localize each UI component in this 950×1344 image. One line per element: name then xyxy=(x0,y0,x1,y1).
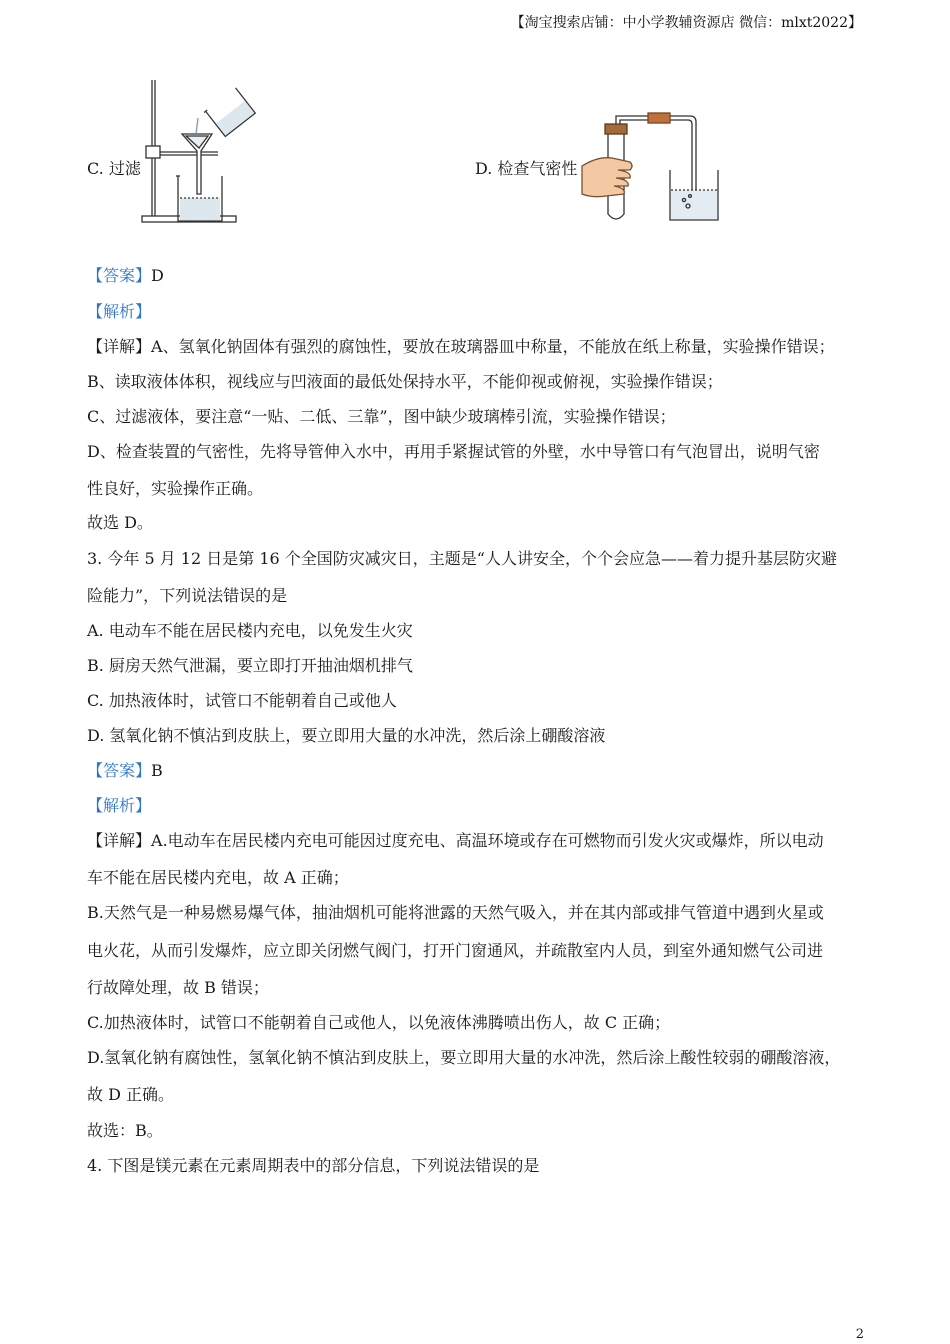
q3-detail-c: C.加热液体时，试管口不能朝着自己或他人，以免液体沸腾喷出伤人，故 C 正确； xyxy=(87,1013,671,1032)
q2-detail-a xyxy=(87,337,835,357)
q3-analysis-tag xyxy=(87,796,151,816)
q2-detail-d-line2: 性良好，实验操作正确。 xyxy=(87,479,264,498)
detail-text: A、氢氧化钠固体有强烈的腐蚀性，要放在玻璃器皿中称量，不能放在纸上称量，实验操作错误； xyxy=(151,337,835,356)
q3-answer-line xyxy=(87,761,163,781)
answer-tag: 【答案】 xyxy=(87,761,152,780)
answer-value: B xyxy=(151,761,163,780)
q3-option-b: B. 厨房天然气泄漏，要立即打开抽油烟机排气 xyxy=(87,656,413,675)
page-number: 2 xyxy=(855,1327,864,1342)
q3-detail-a-line2: 车不能在居民楼内充电，故 A 正确； xyxy=(87,868,349,887)
q3-detail-a-line1 xyxy=(87,831,824,851)
q3-option-c: C. 加热液体时，试管口不能朝着自己或他人 xyxy=(87,691,397,710)
airtightness-check-figure xyxy=(578,110,724,228)
answer-tag: 【答案】 xyxy=(87,266,152,285)
answer-value: D xyxy=(151,266,164,285)
q2-detail-b: B、读取液体体积，视线应与凹液面的最低处保持水平，不能仰视或俯视，实验操作错误； xyxy=(87,372,723,391)
q3-detail-b-line2: 电火花，从而引发爆炸，应立即关闭燃气阀门，打开门窗通风，并疏散室内人员，到室外通知燃气公司进 xyxy=(87,941,824,960)
q3-option-a: A. 电动车不能在居民楼内充电，以免发生火灾 xyxy=(87,621,413,640)
figure-row xyxy=(0,70,950,235)
q3-conclusion: 故选：B。 xyxy=(87,1121,163,1140)
q3-detail-d-line1: D.氢氧化钠有腐蚀性，氢氧化钠不慎沾到皮肤上，要立即用大量的水冲洗，然后涂上酸性较弱的硼酸溶液， xyxy=(87,1048,841,1067)
q3-detail-b-line3: 行故障处理，故 B 错误； xyxy=(87,978,269,997)
q3-detail-d-line2: 故 D 正确。 xyxy=(87,1085,175,1104)
analysis-tag: 【解析】 xyxy=(87,302,152,321)
option-c-label: C. 过滤 xyxy=(87,159,141,178)
detail-tag: 【详解】 xyxy=(87,831,152,850)
q3-detail-b-line1: B.天然气是一种易燃易爆气体，抽油烟机可能将泄露的天然气吸入，并在其内部或排气管道中遇到火星或 xyxy=(87,903,824,922)
filtration-apparatus-figure xyxy=(138,76,258,228)
detail-tag: 【详解】 xyxy=(87,337,152,356)
option-d-label: D. 检查气密性 xyxy=(475,159,578,178)
q4-stem: 4. 下图是镁元素在元素周期表中的部分信息，下列说法错误的是 xyxy=(87,1156,540,1175)
q2-conclusion: 故选 D。 xyxy=(87,513,153,532)
q2-analysis-tag xyxy=(87,302,151,322)
detail-text: A.电动车在居民楼内充电可能因过度充电、高温环境或存在可燃物而引发火灾或爆炸，所以电动 xyxy=(151,831,824,850)
q3-stem-line2: 险能力”，下列说法错误的是 xyxy=(87,586,288,605)
analysis-tag: 【解析】 xyxy=(87,796,152,815)
q2-answer-line xyxy=(87,266,164,286)
q2-detail-d-line1: D、检查装置的气密性，先将导管伸入水中，再用手紧握试管的外壁，水中导管口有气泡冒出，说明气密 xyxy=(87,442,820,461)
page-header: 【淘宝搜索店铺：中小学教辅资源店 微信：mlxt2022】 xyxy=(510,15,862,31)
q3-option-d: D. 氢氧化钠不慎沾到皮肤上，要立即用大量的水冲洗，然后涂上硼酸溶液 xyxy=(87,726,606,745)
q2-detail-c: C、过滤液体，要注意“一贴、二低、三靠”，图中缺少玻璃棒引流，实验操作错误； xyxy=(87,407,676,426)
q3-stem-line1: 3. 今年 5 月 12 日是第 16 个全国防灾减灾日，主题是“人人讲安全，个个会应急——着力提升基层防灾避 xyxy=(87,549,837,568)
